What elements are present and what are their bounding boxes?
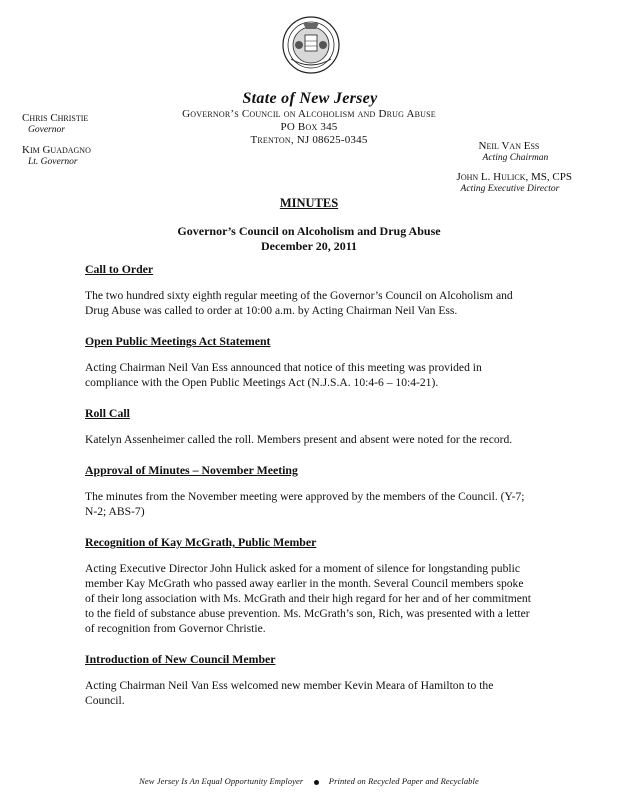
section-open-public-meetings: [85, 334, 535, 390]
section-heading: Approval of Minutes – November Meeting: [85, 463, 298, 477]
official-role: Governor: [28, 125, 65, 135]
document-title: MINUTES: [279, 196, 339, 210]
footer: [0, 776, 618, 786]
po-box: PO Box 345: [280, 121, 338, 133]
section-new-member: [85, 652, 535, 708]
footer-left-text: New Jersey Is An Equal Opportunity Employer: [139, 776, 304, 786]
section-approval-of-minutes: [85, 463, 535, 519]
section-text: Acting Chairman Neil Van Ess welcomed new member Kevin Meara of Hamilton to the Council.: [85, 679, 494, 707]
official-role: Acting Executive Director: [460, 184, 560, 194]
official-name: Kim Guadagno: [22, 144, 91, 156]
section-heading: Recognition of Kay McGrath, Public Member: [85, 535, 317, 549]
official-name: Chris Christie: [22, 112, 89, 124]
section-heading: Call to Order: [85, 262, 154, 276]
official-role: Acting Chairman: [482, 153, 549, 163]
footer-right-text: Printed on Recycled Paper and Recyclable: [328, 776, 479, 786]
section-recognition: [85, 535, 535, 636]
section-heading: Roll Call: [85, 406, 130, 420]
section-text: Acting Chairman Neil Van Ess announced that notice of this meeting was provided in compliance with the Open Public Meetings Act (N.J.S.A. 10:4-6 – 10:4-21).: [85, 361, 482, 389]
section-heading: Introduction of New Council Member: [85, 652, 276, 666]
section-text: Katelyn Assenheimer called the roll. Members present and absent were noted for the record.: [85, 433, 513, 446]
document-subtitle: [0, 224, 618, 254]
left-officials: [22, 112, 91, 168]
meeting-date: December 20, 2011: [260, 239, 358, 253]
section-roll-call: [85, 406, 535, 447]
state-title: State of New Jersey: [242, 90, 378, 107]
official-name: John L. Hulick, MS, CPS: [456, 171, 572, 183]
section-text: Acting Executive Director John Hulick asked for a moment of silence for longstanding public member Kay McGrath who passed away earlier in the month. Several Council members spoke of their long association with Ms. McGrath and their high regard for her and of her commitment to the field of substance abuse prevention. Ms. McGrath’s son, Rich, was presented with a letter of recognition from Governor Christie.: [85, 562, 531, 635]
section-call-to-order: [85, 262, 535, 318]
council-name: Governor’s Council on Alcoholism and Drug Abuse: [182, 108, 436, 120]
official-role: Lt. Governor: [28, 157, 78, 167]
state-seal-icon: [281, 15, 341, 91]
city-line: Trenton, NJ 08625-0345: [250, 134, 368, 146]
section-heading: Open Public Meetings Act Statement: [85, 334, 271, 348]
bullet-icon: [314, 780, 319, 785]
council-address: [150, 108, 468, 147]
minutes-body: [85, 262, 535, 724]
section-text: The minutes from the November meeting were approved by the members of the Council. (Y-7; N-2; ABS-7): [85, 490, 525, 518]
official-name: Neil Van Ess: [478, 140, 540, 152]
right-officials: [457, 140, 572, 195]
subtitle-line: Governor’s Council on Alcoholism and Drug Abuse: [177, 224, 441, 238]
section-text: The two hundred sixty eighth regular meeting of the Governor’s Council on Alcoholism and Drug Abuse was called to order at 10:00 a.m. by Acting Chairman Neil Van Ess.: [85, 289, 513, 317]
